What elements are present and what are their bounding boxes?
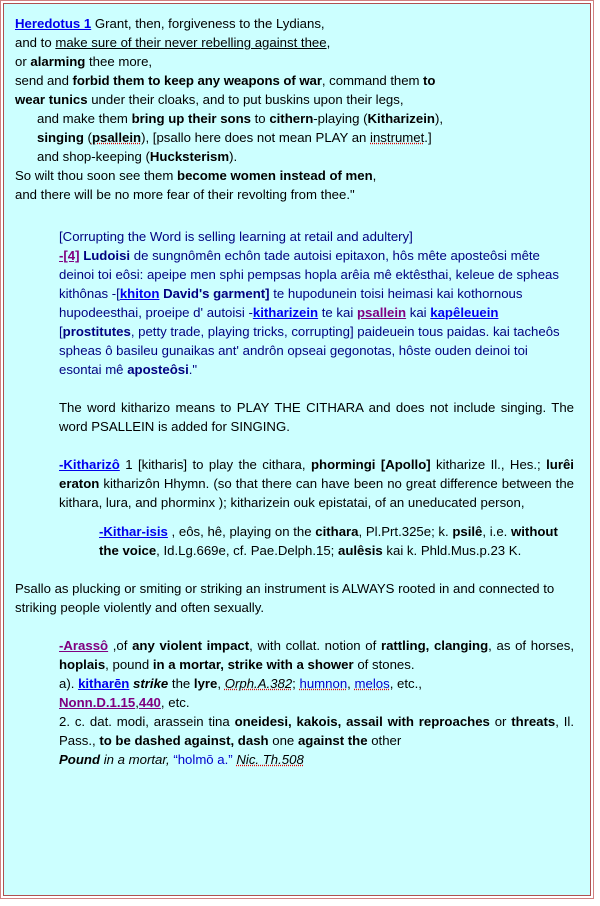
kitharisis-link[interactable]: -Kithar-isis [99, 524, 168, 539]
text: kitharizôn Hhymn. (so that there can have been no great difference between the kithara, lura, and phorminx ); kitharizein ouk epistatai, of an uneducated person, [59, 476, 574, 510]
text: cithara [315, 524, 359, 539]
ref-link[interactable]: -[4] [59, 248, 80, 263]
text: of stones. [353, 657, 415, 672]
text: 2. c. dat. modi, arassein tina [59, 714, 235, 729]
text: , [347, 676, 355, 691]
text: Kitharizein [367, 111, 435, 126]
text: any violent impact [132, 638, 250, 653]
text: ; [292, 676, 300, 691]
text: in a mortar, strike with a shower [152, 657, 354, 672]
text: and to [15, 35, 56, 50]
text: to [423, 73, 436, 88]
text: singing [37, 130, 84, 145]
text: without the voice [99, 524, 558, 558]
text: ), [psallo here does not mean PLAY an [141, 130, 371, 145]
kitharizo-entry [15, 455, 582, 512]
text: thee more, [85, 54, 153, 69]
text: , with collat. notion of [249, 638, 381, 653]
text: Ludoisi [83, 248, 131, 263]
psallo-note: Psallo as plucking or smiting or striking an instrument is ALWAYS rooted in and connected to striking people violently and often sexually. [15, 581, 555, 615]
text: against the [297, 733, 368, 748]
text: one [268, 733, 298, 748]
text: de sungnômên echôn tade autoisi epitaxon, hôs mête aposteôsi mête deinoi toi eôsi: apeipe men sphi pempsas hopla arêia mê ektêsthai, keleue de spheas kithônas -[ [59, 248, 559, 301]
text: kai k. Phld.Mus.p.23 K. [382, 543, 522, 558]
text: or [15, 54, 31, 69]
text: the [168, 676, 194, 691]
text: instrumet [370, 130, 425, 145]
kitharizein-link[interactable]: kitharizein [252, 305, 319, 320]
text: , petty trade, playing tricks, corrupting] paideuein tous paidas. kai tacheôs spheas ô basileu gunaikas ant' andrôn opseai gegonotas, hôste ouden deinoi toi esontai mê [59, 324, 560, 377]
text: and make them [37, 111, 132, 126]
text: Grant, then, forgiveness to the Lydians, [91, 16, 325, 31]
text: Orph.A.382 [224, 676, 293, 691]
text: , [372, 168, 377, 183]
text: , eôs, hê, playing on the [167, 524, 316, 539]
text: under their cloaks, and to put buskins upon their legs, [87, 92, 404, 107]
text: ,of [108, 638, 133, 653]
text: or [489, 714, 512, 729]
herodotus-passage [15, 14, 582, 204]
text: ), [434, 111, 444, 126]
text: .] [424, 130, 432, 145]
text: phormingi [Apollo] [310, 457, 431, 472]
text: , etc. [160, 695, 190, 710]
text: ." [188, 362, 198, 377]
text: , Pl.Prt.325e; k. [358, 524, 453, 539]
kitharizo-link[interactable]: -Kitharizô [59, 457, 120, 472]
text: send and [15, 73, 73, 88]
text: alarming [30, 54, 86, 69]
text: [ [59, 324, 63, 339]
text: David's garment] [163, 286, 270, 301]
text: become women instead of men [177, 168, 373, 183]
text: in a mortar, [100, 752, 174, 767]
text: humnon [299, 676, 348, 691]
text: , command them [321, 73, 424, 88]
text: wear tunics [15, 92, 88, 107]
text: and there will be no more fear of their revolting from thee." [15, 187, 355, 202]
text: Nic. Th.508 [236, 752, 304, 767]
text: , Il. Pass., [59, 714, 574, 748]
text: strike [133, 676, 169, 691]
kapeleuein-link[interactable]: kapêleuein [430, 305, 499, 320]
text: a). [59, 676, 79, 691]
text: So wilt thou soon see them [15, 168, 178, 183]
text: te kai [318, 305, 357, 320]
arasso-entry [15, 636, 582, 769]
text: prostitutes [62, 324, 131, 339]
text: aulêsis [338, 543, 383, 558]
text: psilê [452, 524, 483, 539]
kitharizo-note: The word kitharizo means to PLAY THE CITHARA and does not include singing. The word PSALLEIN is added for SINGING. [59, 400, 574, 434]
text: psallein [356, 305, 407, 320]
bracket-note: [Corrupting the Word is selling learning at retail and adultery] [59, 229, 413, 244]
heredotus-link[interactable]: Heredotus 1 [15, 16, 92, 31]
text: , i.e. [482, 524, 511, 539]
text: Hucksterism [149, 149, 230, 164]
text: to [250, 111, 270, 126]
text: to be dashed against, dash [99, 733, 269, 748]
text: lurêi eraton [59, 457, 574, 491]
kitharen-link[interactable]: kitharēn [78, 676, 130, 691]
text: threats [511, 714, 556, 729]
text: melos [354, 676, 390, 691]
text: cithern [269, 111, 314, 126]
text: make sure of their never rebelling against thee [55, 35, 327, 50]
arasso-head: -Arassô [59, 638, 109, 653]
text: te hupodunein toisi heimasi kai kothornous hupodeesthai, proeipe d' autoisi - [59, 286, 523, 320]
text: ( [83, 130, 92, 145]
text: and shop-keeping ( [37, 149, 150, 164]
text: , [326, 35, 331, 50]
khiton-link[interactable]: khiton [119, 286, 160, 301]
text: “holmō a.” [173, 752, 233, 767]
greek-passage [15, 227, 582, 379]
text: Pound [59, 752, 101, 767]
text: lyre [193, 676, 218, 691]
text: 1 [kitharis] to play the cithara, [119, 457, 311, 472]
text: Nonn.D.1.15 [59, 695, 136, 710]
text: psallein [91, 130, 142, 145]
text: , etc., [389, 676, 422, 691]
text: -playing ( [313, 111, 368, 126]
text: , [135, 695, 139, 710]
text: , pound [105, 657, 153, 672]
document-frame [3, 3, 591, 896]
text: oneidesi, kakois, assail with reproaches [234, 714, 490, 729]
text: 440 [138, 695, 161, 710]
text: aposteôsi [127, 362, 189, 377]
text: ). [229, 149, 238, 164]
text: kai [406, 305, 431, 320]
text: other [367, 733, 402, 748]
text: , [217, 676, 225, 691]
text: forbid them to keep any weapons of war [72, 73, 322, 88]
text: , as of horses, [488, 638, 574, 653]
text: , Id.Lg.669e, cf. Pae.Delph.15; [156, 543, 338, 558]
kitharisis-entry [15, 522, 582, 560]
text: kitharize Il., Hes.; [430, 457, 547, 472]
text: bring up their sons [131, 111, 251, 126]
text: hoplais [59, 657, 106, 672]
text: rattling, clanging [380, 638, 489, 653]
